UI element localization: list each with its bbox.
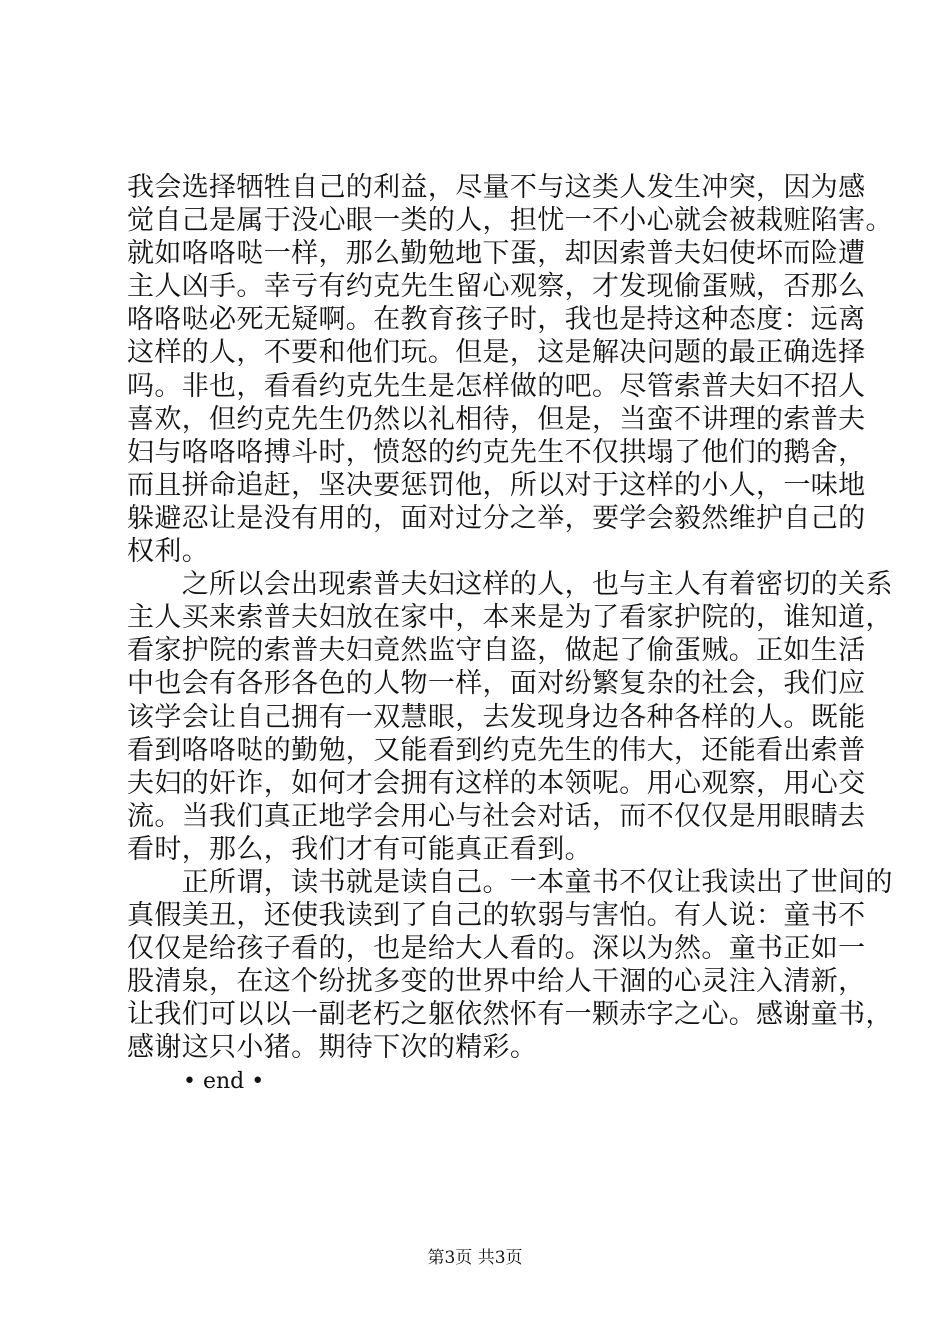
text-line: 真假美丑，还使我读到了自己的软弱与害怕。有人说：童书不: [127, 900, 866, 932]
document-body: [127, 171, 893, 1097]
text-line: 这样的人，不要和他们玩。但是，这是解决问题的最正确选择: [127, 337, 866, 369]
text-line: 妇与咯咯咯搏斗时，愤怒的约克先生不仅拱塌了他们的鹅舍，: [127, 436, 866, 468]
text-line: 股清泉，在这个纷扰多变的世界中给人干涸的心灵注入清新，: [127, 966, 866, 998]
text-line: 吗。非也，看看约克先生是怎样做的吧。尽管索普夫妇不招人: [127, 370, 866, 402]
text-line: 权利。: [127, 536, 210, 568]
end-marker: • end •: [183, 1068, 265, 1094]
text-line: 看家护院的索普夫妇竟然监守自盗，做起了偷蛋贼。正如生活: [127, 635, 866, 667]
text-line: 看时，那么，我们才有可能真正看到。: [127, 833, 592, 865]
text-line: 而且拼命追赶，坚决要惩罚他，所以对于这样的小人，一味地: [127, 469, 866, 501]
text-line: 躲避忍让是没有用的，面对过分之举，要学会毅然维护自己的: [127, 502, 866, 534]
text-line: 主人凶手。幸亏有约克先生留心观察，才发现偷蛋贼，否那么: [127, 271, 866, 303]
text-line: 让我们可以以一副老朽之躯依然怀有一颗赤字之心。感谢童书，: [127, 999, 893, 1031]
text-line: 我会选择牺牲自己的利益，尽量不与这类人发生冲突，因为感: [127, 172, 866, 203]
text-line: 仅仅是给孩子看的，也是给大人看的。深以为然。童书正如一: [127, 933, 866, 965]
text-line: 就如咯咯哒一样，那么勤勉地下蛋，却因索普夫妇使坏而险遭: [127, 238, 866, 270]
text-line: 该学会让自己拥有一双慧眼，去发现身边各种各样的人。既能: [127, 701, 866, 733]
text-line: 中也会有各形各色的人物一样，面对纷繁复杂的社会，我们应: [127, 668, 866, 700]
text-line: 看到咯咯哒的勤勉，又能看到约克先生的伟大，还能看出索普: [127, 734, 866, 766]
text-line: 流。当我们真正地学会用心与社会对话，而不仅仅是用眼睛去: [127, 800, 866, 832]
text-line: 喜欢，但约克先生仍然以礼相待，但是，当蛮不讲理的索普夫: [127, 403, 866, 435]
text-line: 主人买来索普夫妇放在家中，本来是为了看家护院的，谁知道，: [127, 602, 893, 634]
text-line: 夫妇的奸诈，如何才会拥有这样的本领呢。用心观察，用心交: [127, 767, 866, 799]
text-line: 正所谓，读书就是读自己。一本童书不仅让我读出了世间的: [127, 866, 893, 898]
page-number-footer: 第3页 共3页: [427, 1248, 523, 1268]
text-line: 之所以会出现索普夫妇这样的人，也与主人有着密切的关系: [127, 569, 893, 601]
text-line: 咯咯哒必死无疑啊。在教育孩子时，我也是持这种态度：远离: [127, 304, 866, 336]
text-line: 觉自己是属于没心眼一类的人，担忧一不小心就会被栽赃陷害。: [127, 205, 893, 237]
text-line: 感谢这只小猪。期待下次的精彩。: [127, 1032, 538, 1064]
